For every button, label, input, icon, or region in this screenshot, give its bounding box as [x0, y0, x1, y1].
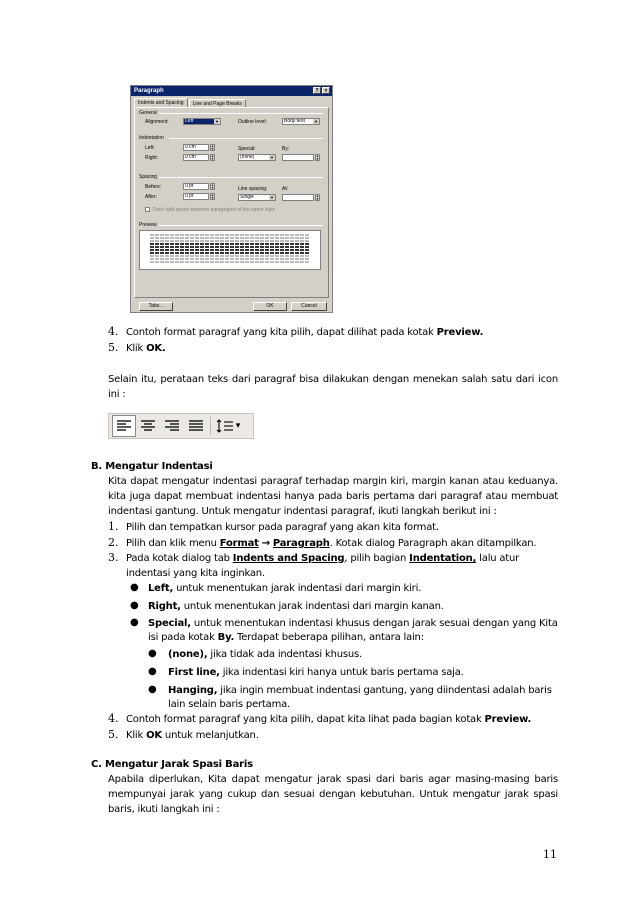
- special-select[interactable]: [238, 154, 276, 161]
- after-input[interactable]: 0 pt: [183, 193, 209, 200]
- body-text: Selain itu, perataan teks dari paragraf bisa dilakukan dengan menekan salah satu dari icon: [108, 374, 558, 385]
- step-number: 4.: [108, 325, 119, 338]
- left-indent-input[interactable]: 0 cm: [183, 144, 209, 151]
- alignment-select[interactable]: [183, 118, 221, 125]
- by-input[interactable]: [282, 154, 314, 161]
- bullet-text: Left, untuk menentukan jarak indentasi dari margin kiri.: [148, 583, 422, 594]
- alignment-value: Left: [185, 118, 194, 124]
- before-label: Before:: [145, 184, 162, 190]
- section-heading: C. Mengatur Jarak Spasi Baris: [91, 759, 253, 770]
- format-menu-text: Format: [219, 538, 259, 549]
- before-spinner[interactable]: ▲ ▼: [211, 183, 214, 190]
- bullet-icon: ●: [148, 684, 157, 695]
- chevron-down-icon: ▼: [314, 119, 318, 124]
- special-label: Special:: [238, 146, 256, 152]
- paragraph-dialog-screenshot: [130, 85, 333, 313]
- at-label: At:: [282, 186, 289, 192]
- sub-bullet-text: Hanging, jika ingin membuat indentasi gantung, yang diindentasi adalah baris: [168, 685, 552, 696]
- sub-bullet-text: (none), jika tidak ada indentasi khusus.: [168, 649, 362, 660]
- after-spinner[interactable]: ▲ ▼: [211, 193, 214, 200]
- line-spacing-label: Line spacing:: [238, 186, 268, 192]
- body-text: ini :: [108, 389, 126, 400]
- step-number: 1.: [108, 520, 119, 533]
- right-label: Right:: [145, 155, 159, 161]
- sub-bullet-text: lain selain baris pertama.: [168, 699, 291, 710]
- step-text: Klik OK untuk melanjutkan.: [126, 730, 259, 741]
- align-right-button[interactable]: [160, 415, 184, 437]
- right-indent-spinner[interactable]: ▲ ▼: [211, 154, 214, 161]
- line-spacing-icon: [216, 419, 234, 433]
- align-left-icon: [116, 419, 132, 433]
- bullet-icon: ●: [130, 600, 139, 611]
- tabs-button[interactable]: Tabs...: [139, 302, 173, 311]
- step-number: 3.: [108, 551, 119, 564]
- ok-button[interactable]: OK: [253, 302, 287, 311]
- preview-box: [139, 230, 321, 270]
- step-text: Pilih dan klik menu Format → Paragraph. Kotak dialog Paragraph akan ditampilkan.: [126, 538, 537, 549]
- justify-button[interactable]: [184, 415, 208, 437]
- bullet-text: Special, untuk menentukan indentasi khusus dengan jarak sesuai dengan yang Kita: [148, 618, 558, 629]
- right-indent-input[interactable]: 0 cm: [183, 154, 209, 161]
- cancel-button[interactable]: Cancel: [291, 302, 327, 311]
- sub-bullet-text: First line, jika indentasi kiri hanya untuk baris pertama saja.: [168, 667, 464, 678]
- dialog-title: Paragraph: [134, 88, 164, 94]
- step-text: Contoh format paragraf yang kita pilih, dapat kita lihat pada bagian kotak Preview.: [126, 714, 532, 725]
- step-number: 5.: [108, 728, 119, 741]
- body-text: indentasi gantung. Untuk mengatur indentasi paragraf, ikuti langkah berikut ini :: [108, 506, 497, 517]
- help-button[interactable]: ?: [313, 87, 321, 94]
- align-right-icon: [164, 419, 180, 433]
- tab-line-and-page-breaks[interactable]: Line and Page Breaks: [189, 99, 246, 108]
- close-button[interactable]: ×: [322, 87, 330, 94]
- by-label: By:: [282, 146, 290, 152]
- outline-level-value: Body text: [284, 118, 305, 124]
- tab-panel: [134, 107, 329, 298]
- body-text: Apabila diperlukan, Kita dapat mengatur jarak spasi dari baris agar masing-masing baris: [108, 774, 558, 785]
- body-text: kita juga dapat membuat indentasi hanya pada baris pertama dari paragraf atau membuat: [108, 491, 558, 502]
- left-label: Left:: [145, 145, 155, 151]
- body-text: baris, ikuti langkah ini :: [108, 804, 220, 815]
- step-text: Contoh format paragraf yang kita pilih, dapat dilihat pada kotak Preview.: [126, 327, 484, 338]
- preview-heading: Preview: [139, 222, 157, 228]
- alignment-toolbar: [108, 413, 254, 439]
- at-spinner[interactable]: ▲ ▼: [316, 194, 319, 201]
- outline-level-label: Outline level:: [238, 119, 267, 125]
- body-text: Kita dapat mengatur indentasi paragraf terhadap margin kiri, margin kanan atau keduanya.: [108, 476, 558, 487]
- before-input[interactable]: 0 pt: [183, 183, 209, 190]
- alignment-label: Alignment:: [145, 119, 169, 125]
- step-text: Klik OK.: [126, 343, 166, 354]
- bullet-icon: ●: [148, 648, 157, 659]
- bullet-text: Right, untuk menentukan jarak indentasi dari margin kanan.: [148, 601, 444, 612]
- at-input[interactable]: [282, 194, 314, 201]
- align-center-button[interactable]: [136, 415, 160, 437]
- bullet-text: isi pada kotak By. Terdapat beberapa pilihan, antara lain:: [148, 632, 424, 643]
- bullet-icon: ●: [130, 617, 139, 628]
- section-heading: B. Mengatur Indentasi: [91, 461, 213, 472]
- general-heading: General: [139, 110, 157, 116]
- chevron-down-icon: ▼: [215, 119, 219, 124]
- paragraph-menu-text: Paragraph: [272, 538, 330, 549]
- justify-icon: [188, 419, 204, 433]
- chevron-down-icon[interactable]: ▾: [235, 421, 241, 431]
- dont-add-space-checkbox[interactable]: [145, 207, 150, 212]
- after-label: After:: [145, 194, 157, 200]
- line-spacing-value: Single: [240, 194, 254, 200]
- step-number: 4.: [108, 712, 119, 725]
- page-number: 11: [543, 848, 557, 861]
- bullet-icon: ●: [130, 582, 139, 593]
- line-spacing-select[interactable]: [238, 194, 276, 201]
- special-value: (none): [240, 154, 255, 160]
- by-spinner[interactable]: ▲ ▼: [316, 154, 319, 161]
- step-text: Pilih dan tempatkan kursor pada paragraf yang akan kita format.: [126, 522, 439, 533]
- spacing-heading: Spacing: [139, 174, 158, 180]
- line-spacing-button[interactable]: [213, 415, 243, 437]
- step-text: indentasi yang kita inginkan.: [126, 568, 265, 579]
- outline-level-select[interactable]: [282, 118, 320, 125]
- align-left-button[interactable]: [112, 415, 136, 437]
- step-number: 5.: [108, 341, 119, 354]
- body-text: mempunyai jarak yang cukup dan sesuai dengan kebutuhan. Untuk mengatur jarak spasi: [108, 789, 558, 800]
- left-indent-spinner[interactable]: ▲ ▼: [211, 144, 214, 151]
- chevron-down-icon: ▼: [270, 195, 274, 200]
- dont-add-space-label: Don't add space between paragraphs of the same style: [153, 207, 276, 213]
- tab-indents-and-spacing[interactable]: Indents and Spacing: [134, 98, 188, 107]
- dialog-title-bar: [131, 86, 332, 96]
- indentation-heading: Indentation: [139, 135, 164, 141]
- chevron-down-icon: ▼: [270, 155, 274, 160]
- step-number: 2.: [108, 536, 119, 549]
- step-text: Pada kotak dialog tab Indents and Spacing, pilih bagian Indentation, lalu atur: [126, 553, 520, 564]
- bullet-icon: ●: [148, 666, 157, 677]
- align-center-icon: [140, 419, 156, 433]
